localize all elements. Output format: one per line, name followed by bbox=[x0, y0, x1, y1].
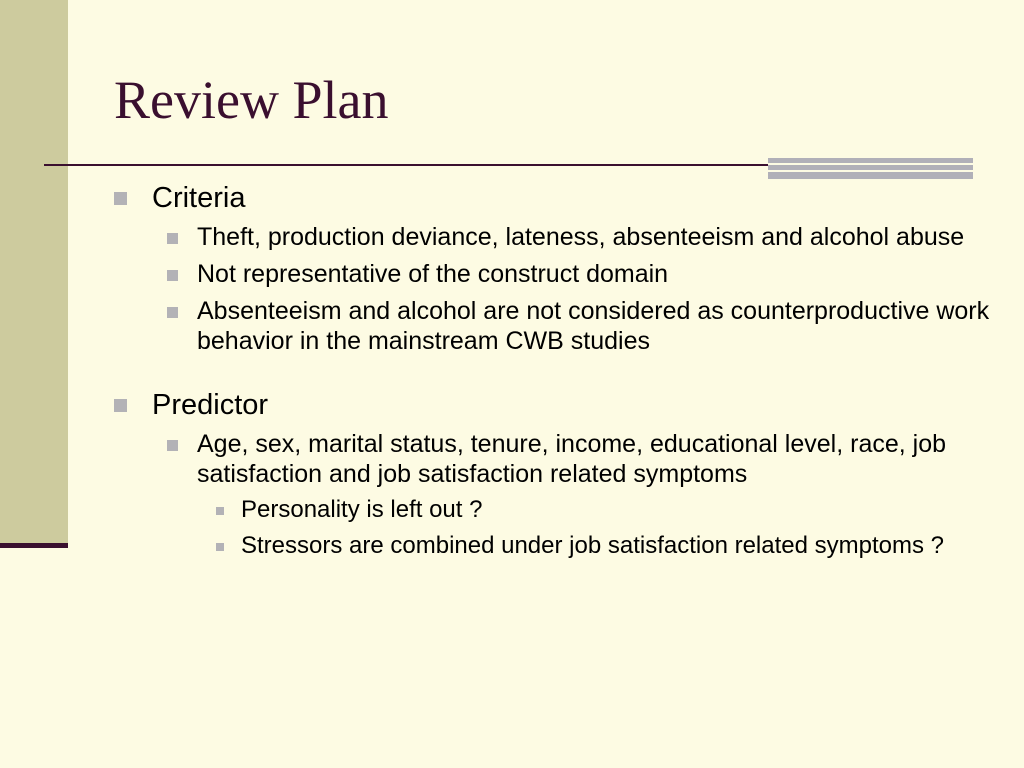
square-bullet-icon bbox=[114, 399, 127, 412]
bullet-criteria bbox=[112, 180, 992, 216]
left-accent-line bbox=[0, 543, 68, 548]
gray-bar bbox=[768, 172, 973, 179]
square-bullet-icon bbox=[167, 307, 178, 318]
square-bullet-icon bbox=[167, 440, 178, 451]
bullet-text: Criteria bbox=[152, 182, 246, 214]
bullet-text: Theft, production deviance, lateness, absenteeism and alcohol abuse bbox=[197, 223, 965, 251]
bullet-text: Personality is left out ? bbox=[241, 496, 483, 523]
gray-bar bbox=[768, 158, 973, 163]
bullet-predictor-item bbox=[112, 429, 992, 489]
bullet-criteria-item bbox=[112, 259, 992, 289]
slide-body bbox=[112, 180, 992, 561]
title-divider-line bbox=[44, 164, 768, 166]
bullet-predictor bbox=[112, 387, 992, 423]
bullet-predictor-subitem bbox=[112, 531, 992, 561]
square-bullet-icon bbox=[216, 507, 224, 515]
square-bullet-icon bbox=[114, 192, 127, 205]
square-bullet-icon bbox=[167, 233, 178, 244]
bullet-text: Stressors are combined under job satisfaction related symptoms ? bbox=[241, 532, 944, 559]
bullet-text: Not representative of the construct domain bbox=[197, 260, 669, 288]
square-bullet-icon bbox=[216, 543, 224, 551]
bullet-text: Predictor bbox=[152, 389, 269, 421]
decorative-gray-bars bbox=[768, 158, 973, 180]
bullet-text: Age, sex, marital status, tenure, income, educational level, race, job satisfaction and job satisfaction related symptoms bbox=[197, 430, 946, 488]
square-bullet-icon bbox=[167, 270, 178, 281]
left-decorative-band bbox=[0, 0, 68, 548]
bullet-criteria-item bbox=[112, 296, 992, 356]
bullet-predictor-subitem bbox=[112, 495, 992, 525]
bullet-text: Absenteeism and alcohol are not considered as counterproductive work behavior in the mainstream CWB studies bbox=[197, 297, 990, 355]
bullet-criteria-item bbox=[112, 222, 992, 252]
gray-bar bbox=[768, 165, 973, 170]
slide-title: Review Plan bbox=[114, 70, 389, 130]
